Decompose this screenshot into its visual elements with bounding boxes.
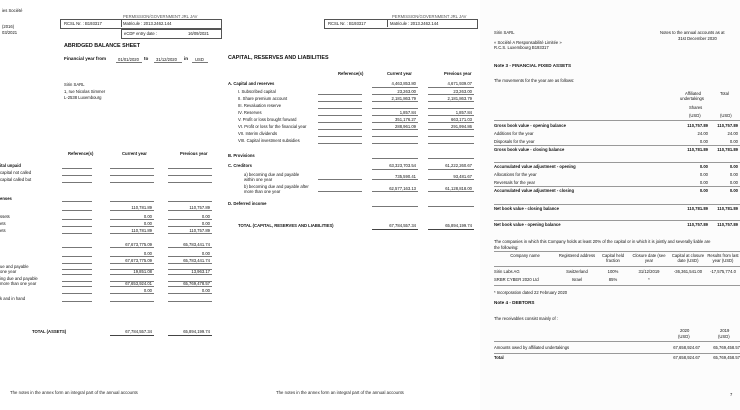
capital-row-previous: 291,994.86 [451,124,472,129]
col-previous-year: Previous year [444,71,472,76]
fixed-asset-row-affiliated: 24.00 [697,131,708,136]
creditor-row-label: b) becoming due and payable after more than one year [244,184,309,194]
creditor-row-previous: 61,128,818.00 [445,186,472,191]
table-bottom-rule [494,285,740,286]
balance-row-previous: 110,757.89 [189,205,210,210]
balance-row-previous: 0.00 [201,214,210,219]
holdings-header: Capital held fraction [601,253,625,263]
previous-line [428,143,474,144]
fixed-asset-row-affiliated: 0.00 [699,172,708,177]
balance-row-label: enses [0,196,12,201]
rcsl-number: RCSL Nr. : B193317 [328,21,366,26]
col-undertakings: undertakings [680,96,704,101]
section-a-line-prev [428,87,474,88]
debtors-row-2020: 67,658,924.67 [673,355,700,360]
notes-header-1: Notes to the annual accounts as at [660,30,725,35]
fy-from-line [116,62,142,63]
holdings-cell: 31/12/2019 [638,269,660,274]
balance-row-current: 0.00 [143,251,152,256]
matricule: Matricule : 2013.2462.144 [123,21,172,26]
current-line [110,210,154,211]
section-c-line-cur [372,169,418,170]
current-line [110,219,154,220]
capital-row-label: II. Share premium account [238,96,288,101]
current-line [110,182,154,183]
previous-line [428,136,474,137]
balance-row-current: 67,653,924.01 [125,281,152,286]
total-line-prev [428,229,474,230]
section-b-line-cur [372,158,418,159]
balance-row-label: ing due and payable [0,276,38,281]
debtors-row-label: Amounts owed by affiliated undertakings [494,345,570,350]
registration-divider [387,19,388,27]
table-header-rule [494,266,740,267]
row-rule [494,162,740,163]
capital-row-label: VII. Interim dividends [238,131,278,136]
table-top-rule [494,251,740,252]
previous-line [428,191,474,192]
previous-line [168,286,212,287]
row-rule [494,186,740,187]
debtors-usd-1: (USD) [678,334,690,339]
fy-to-label: to [144,56,149,61]
balance-row-current: 0.00 [143,214,152,219]
reference-line [62,210,92,211]
holdings-cell: SRBR CYBER 2020 Ltd [494,277,539,282]
fy-to: 31/12/2020 [156,57,177,62]
reference-line [62,175,92,176]
fixed-asset-row-total: 0.00 [729,188,738,193]
current-line [110,247,154,248]
fixed-asset-row-affiliated: 110,757.89 [687,222,708,227]
current-line [372,136,418,137]
section-d-label: D. Deferred income [228,201,267,206]
current-line [372,101,418,102]
previous-line [168,293,212,294]
holdings-header: Registered address [558,253,596,258]
section-b-label: B. Provisions [228,153,255,158]
current-line [110,263,154,264]
notes-page [480,0,740,410]
balance-row-previous: 0.00 [201,288,210,293]
previous-line [428,101,474,102]
previous-line [428,108,474,109]
capital-row-previous: 663,171.03 [451,117,472,122]
fixed-asset-row-label: Accumulated value adjustment - opening [494,164,576,169]
fixed-asset-row-total: 110,781.89 [717,147,738,152]
total-assets-label: TOTAL (ASSETS) [32,329,67,334]
total-line-cur [372,229,418,230]
ecdf-label: eCDF entry date : [124,31,158,36]
ecdf-date: 16/09/2021 [188,31,209,36]
debtors-col-2020: 2020 [680,328,690,333]
total-liabilities-label: TOTAL (CAPITAL, RESERVES AND LIABILITIES) [238,223,334,228]
balance-row-previous: 65,783,441.74 [183,242,210,247]
reference-line [62,233,92,234]
previous-line [168,168,212,169]
previous-line [428,179,474,180]
previous-line [168,247,212,248]
company-street: 1, rue Nicolas Simmer [64,89,106,94]
balance-row-current: 19,851.08 [133,269,152,274]
previous-line [428,115,474,116]
balance-row-label: ets [0,221,6,226]
balance-row-current: 110,781.89 [131,228,152,233]
total-assets-previous: 65,894,199.74 [183,329,210,334]
capital-row-label: IV. Reserves [238,110,262,115]
reference-line [62,286,92,287]
previous-line [168,175,212,176]
current-line [372,143,418,144]
fixed-asset-row-affiliated: 110,781.89 [687,206,708,211]
previous-line [428,94,474,95]
section-b-line-prev [428,158,474,159]
current-line [110,274,154,275]
note4-intro: The receivables consist mainly of : [494,316,559,321]
company-name: Sirin SARL [494,30,515,35]
fixed-asset-row-total: 24.00 [727,131,738,136]
capital-row-label: III. Revaluation reserve [238,103,282,108]
capital-row-current: 23,263.00 [397,89,416,94]
capital-row-current: 288,961.09 [395,124,416,129]
header-rule [494,120,740,121]
fixed-asset-row-affiliated: 0.00 [699,164,708,169]
balance-row-label: ue and payable [0,264,29,269]
capital-liabilities-page [222,0,481,410]
col-reference: Reference(s) [68,151,94,156]
reference-line [62,281,92,282]
matricule: Matricule : 2013.2462.144 [390,21,439,26]
reference-line [62,247,92,248]
previous-line [168,233,212,234]
current-line [110,233,154,234]
reference-line [318,101,362,102]
holdings-cell: Switzerland [566,269,588,274]
holdings-intro-2: the following: [494,245,519,250]
current-line [110,301,154,302]
capital-row-current: 351,176.27 [395,117,416,122]
fixed-asset-row-affiliated: 0.00 [699,188,708,193]
capital-row-label: VI. Profit or loss for the financial year [238,124,307,129]
capital-row-label: V. Profit or loss brought forward [238,117,297,122]
col-reference: Reference(s) [338,71,364,76]
reference-line [318,136,362,137]
capital-row-label: I. Subscribed capital [238,89,276,94]
fixed-asset-row-label: Disposals for the year [494,139,535,144]
debtors-header-line [494,341,740,342]
total-liabilities-previous: 65,894,199.74 [445,223,472,228]
current-line [372,179,418,180]
reference-line [62,182,92,183]
holdings-header: Closure date (see year [632,253,666,263]
balance-row-previous: 0.00 [201,221,210,226]
section-a-label: A. Capital and reserves [228,81,275,86]
note3-intro: The movements for the year are as follows: [494,78,575,83]
previous-line [168,226,212,227]
reference-line [62,219,92,220]
current-line [110,256,154,257]
current-line [110,201,154,202]
section-a-current: 4,463,853.80 [391,81,416,86]
capital-row-current: 2,181,863.79 [391,96,416,101]
company-name: Sirin SARL [64,82,85,87]
balance-row-label: k and in hand [0,296,26,301]
row-rule [494,220,740,221]
registration-divider [121,19,122,27]
balance-row-previous: 0.00 [201,251,210,256]
balance-row-label: more than one year [0,281,37,286]
page-title: ABRIDGED BALANCE SHEET [64,43,141,49]
reference-line [318,143,362,144]
section-c-label: C. Creditors [228,163,252,168]
address-fragment-2: 03/2021 [2,30,18,35]
holdings-cell: Israel [571,277,583,282]
balance-row-previous: 13,963.17 [191,269,210,274]
header-small: PERMISSION/GOVERNMENT JRL JAV [392,14,467,19]
balance-row-previous: 65,769,478.57 [183,281,210,286]
holdings-cell: -36,361,541.00 [673,269,703,274]
current-line [110,293,154,294]
current-line [372,108,418,109]
holdings-cell: 100% [607,269,619,274]
reference-line [62,226,92,227]
reference-line [318,94,362,95]
footer-note: The notes in the annex form an integral part of the annual accounts [276,390,404,395]
capital-row-previous: 1,857.84 [455,110,472,115]
reference-line [318,115,362,116]
debtors-row-2019: 65,769,458.57 [713,355,740,360]
total-assets-underline-cur [110,335,154,336]
col-current-year: Current year [122,151,147,156]
current-line [110,168,154,169]
fixed-asset-row-label: Net book value - closing balance [494,206,559,211]
fixed-asset-row-total: 0.00 [729,172,738,177]
balance-row-label: ssets [0,214,10,219]
balance-sheet-page [0,0,223,410]
fixed-asset-row-total: 0.00 [729,164,738,169]
note4-title: Note 4 - DEBTORS [494,300,535,305]
reference-line [318,108,362,109]
holdings-header: Company name [510,253,540,258]
debtors-col-2019: 2019 [720,328,730,333]
balance-row-current: 110,781.89 [131,205,152,210]
debtors-row-2019: 65,769,458.57 [713,345,740,350]
col-usd-1: (USD) [689,113,701,118]
fixed-asset-row-label: Additions for the year [494,131,534,136]
footer-note: The notes in the annex form an integral part of the annual accounts [10,390,138,395]
current-line [372,191,418,192]
reference-line [62,269,92,270]
current-line [110,286,154,287]
current-line [110,226,154,227]
entity-rcs: R.C.S. Luxembourg B193317 [494,45,549,50]
capital-row-current: 1,857.84 [399,110,416,115]
section-d-line-prev [428,206,474,207]
holdings-note: * Incorporation dated 22 February 2020 [494,290,568,295]
fixed-asset-row-affiliated: 0.00 [699,139,708,144]
address-fragment-1: (2016) [2,24,15,29]
debtors-total-rule [494,353,740,354]
balance-row-current: 0.00 [143,288,152,293]
previous-line [428,122,474,123]
holdings-cell: Sirin Labs AG [494,269,520,274]
previous-line [168,274,212,275]
fixed-asset-row-total: 0.00 [729,139,738,144]
balance-row-current: 0.00 [143,221,152,226]
company-city: L-2538 Luxembourg [64,95,102,100]
row-rule [494,145,740,146]
col-total: Total [720,91,729,96]
previous-line [428,129,474,130]
previous-line [168,210,212,211]
page-number: 7 [730,392,733,397]
previous-line [168,219,212,220]
balance-row-label: ets [0,228,6,233]
balance-row-label: ital unpaid [0,163,21,168]
capital-row-label: VIII. Capital investment subsidies [238,138,300,143]
holdings-cell: -17,575,774.0 [710,269,736,274]
balance-row-label: capital not called [0,170,32,175]
creditor-row-current: 62,577,163.13 [389,186,416,191]
holdings-intro-1: The companies in which this Company holds at least 20% of the capital or in which it is jointly and severally liable are [494,239,711,244]
creditor-row-previous: 93,481.67 [453,174,472,179]
previous-line [168,256,212,257]
previous-line [168,182,212,183]
entity-type: « Société A Responsabilité Limitée » [494,40,562,45]
reference-line [62,293,92,294]
fixed-asset-row-total: 110,781.89 [717,206,738,211]
balance-row-label: one year [0,269,17,274]
fixed-asset-row-label: Gross book value - closing balance [494,147,565,152]
currency: USD [195,57,204,62]
row-rule [494,204,740,205]
total-liabilities-current: 67,784,557.34 [389,223,416,228]
debtors-row-2020: 67,658,924.67 [673,345,700,350]
currency-line [192,62,208,63]
fy-label: Financial year from [64,56,107,61]
section-d-line-cur [372,206,418,207]
reference-line [62,301,92,302]
col-current-year: Current year [387,71,412,76]
current-line [372,94,418,95]
reference-line [318,122,362,123]
section-a-line-cur [372,87,418,88]
section-c-line-prev [428,169,474,170]
fy-to-line [154,62,182,63]
fixed-asset-row-affiliated: 110,757.89 [687,123,708,128]
balance-row-label: capital called but [0,177,32,182]
rcsl-number: RCSL Nr. : B193317 [64,21,102,26]
previous-line [168,263,212,264]
fixed-asset-row-label: Allocations for the year [494,172,537,177]
section-title: CAPITAL, RESERVES AND LIABILITIES [228,55,329,61]
reference-line [62,168,92,169]
fy-in-label: in [184,56,189,61]
fixed-asset-row-affiliated: 110,781.89 [687,147,708,152]
previous-line [168,201,212,202]
col-previous-year: Previous year [180,151,208,156]
total-assets-underline-prev [168,335,212,336]
reference-line [62,274,92,275]
reference-line [318,191,362,192]
capital-row-previous: 23,263.00 [453,89,472,94]
creditor-row-current: 735,590.41 [395,174,416,179]
current-line [110,175,154,176]
fixed-asset-row-label: Accumulated value adjustment - closing [494,188,575,193]
reference-line [318,179,362,180]
balance-row-current: 67,673,775.09 [125,242,152,247]
reference-line [62,256,92,257]
debtors-usd-2: (USD) [718,334,730,339]
reference-line [318,129,362,130]
col-usd-2: (USD) [720,113,732,118]
current-line [372,122,418,123]
fixed-asset-row-affiliated: 0.00 [699,180,708,185]
total-assets-current: 67,784,557.34 [125,329,152,334]
header-small: PERMISSION/GOVERNMENT JRL JAV [123,14,198,19]
section-c-current: 63,323,703.54 [389,163,416,168]
current-line [372,129,418,130]
holdings-cell: * [648,277,650,282]
section-c-previous: 61,222,260.67 [445,163,472,168]
fixed-asset-row-total: 110,757.89 [717,123,738,128]
creditor-row-label: a) becoming due and payable within one year [244,172,300,182]
fixed-asset-row-label: Net book value - opening balance [494,222,561,227]
balance-row-previous: 65,783,441.74 [183,258,210,263]
notes-header-2: 31st December 2020 [678,36,717,41]
debtors-row-label: Total [494,355,504,360]
col-affiliated: Affiliated [685,91,701,96]
col-shares: Shares [689,105,703,110]
fixed-asset-row-total: 110,757.89 [717,222,738,227]
note3-title: Note 3 - FINANCIAL FIXED ASSETS [494,63,572,68]
holdings-cell: 85% [608,277,618,282]
capital-row-previous: 2,181,863.79 [447,96,472,101]
reference-line [62,263,92,264]
holdings-header: Results from last year (USD) [707,253,739,263]
company-fragment: ies Société [2,8,23,13]
fy-from: 01/01/2020 [118,57,139,62]
previous-line [168,301,212,302]
current-line [372,115,418,116]
balance-row-previous: 110,757.89 [189,228,210,233]
holdings-header: Capital at closure date (USD) [671,253,705,263]
fixed-asset-row-label: Reversals for the year [494,180,535,185]
balance-row-current: 67,673,775.09 [125,258,152,263]
section-a-previous: 4,671,939.07 [447,81,472,86]
fixed-asset-row-total: 0.00 [729,180,738,185]
reference-line [62,201,92,202]
fixed-asset-row-label: Gross book value - opening balance [494,123,566,128]
